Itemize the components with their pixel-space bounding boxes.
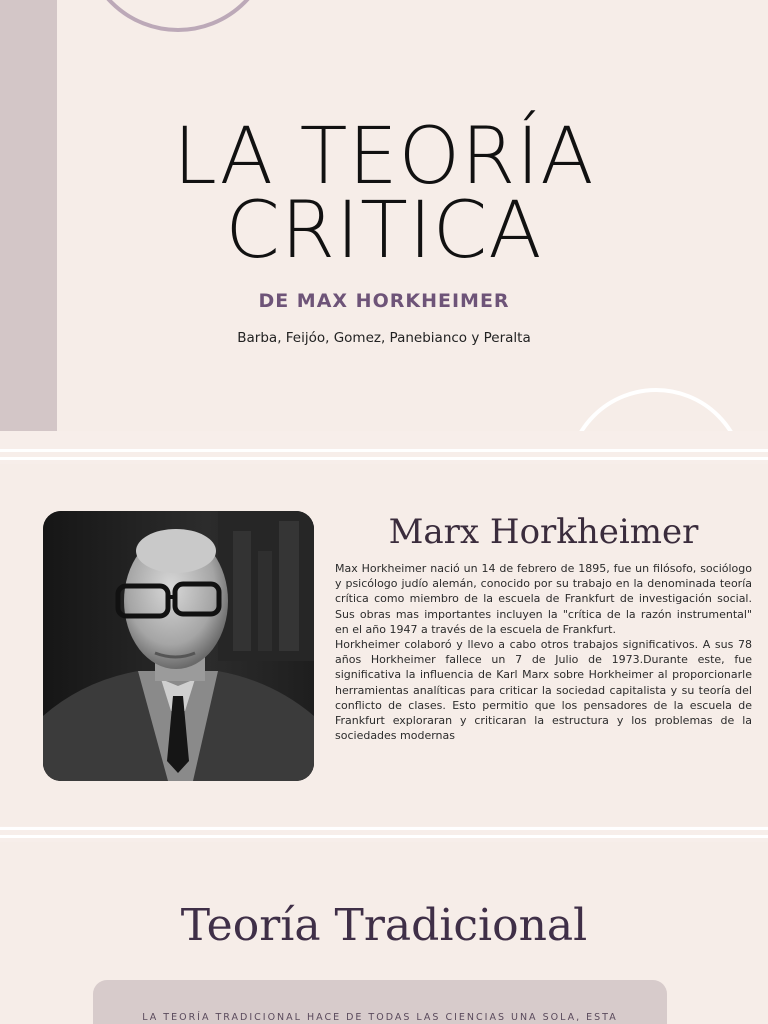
cover-slide xyxy=(0,0,768,431)
portrait-photo xyxy=(43,511,314,781)
biography-paragraph-2: Horkheimer colaboró y llevo a cabo otros trabajos significativos. A sus 78 años Horkheimer fallece un 7 de Julio de 1973.Durante este, fue significativa la influencia de Karl Marx sobre Horkheimer al proporcionarle herramientas analíticas para criticar la sociedad capitalista y su teoría del conflicto de clases. Esto permitio que los pensadores de la escuela de Frankfurt exploraran y criticaran la estructura y los problemas de la sociedades modernas xyxy=(335,638,752,743)
decorative-ring-bottom xyxy=(566,388,746,431)
slide-separator-line xyxy=(0,835,768,838)
traditional-theory-slide xyxy=(0,842,768,1024)
biography-paragraph-1: Max Horkheimer nació un 14 de febrero de 1895, fue un filósofo, sociólogo y psicólogo judío alemán, conocido por su trabajo en la denominada teoría crítica como miembro de la escuela de Frankfurt de investigación social. Sus obras mas importantes incluyen la "crítica de la razón instrumental" en el año 1947 a través de la escuela de Frankfurt. xyxy=(335,562,752,636)
biography-heading: Marx Horkheimer xyxy=(388,512,699,552)
slide-separator-line xyxy=(0,457,768,460)
cover-title-line-1: LA TEORÍA xyxy=(173,112,595,202)
info-card-text: LA TEORÍA TRADICIONAL HACE DE TODAS LAS CIENCIAS UNA SOLA, ESTA xyxy=(142,1012,618,1023)
info-card xyxy=(93,980,667,1024)
slide-separator-line xyxy=(0,827,768,830)
decorative-ring-top xyxy=(82,0,274,32)
cover-subtitle: DE MAX HORKHEIMER xyxy=(258,290,510,312)
cover-authors: Barba, Feijóo, Gomez, Panebianco y Peralta xyxy=(237,330,531,346)
biography-slide xyxy=(0,464,768,826)
section-heading: Teoría Tradicional xyxy=(180,900,588,951)
slide-separator-line xyxy=(0,449,768,452)
cover-title-line-2: CRITICA xyxy=(225,186,543,276)
portrait-illustration xyxy=(43,511,314,781)
biography-text xyxy=(335,561,752,743)
